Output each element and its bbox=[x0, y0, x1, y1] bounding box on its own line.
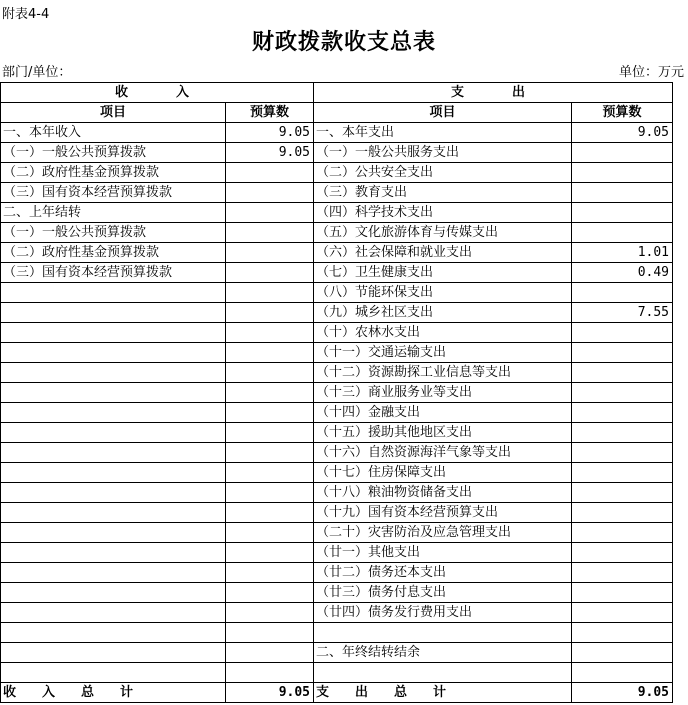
table-row bbox=[1, 623, 673, 643]
expense-value: 7.55 bbox=[572, 303, 673, 323]
income-item bbox=[1, 523, 226, 543]
expense-item: 一、本年支出 bbox=[314, 123, 572, 143]
expense-item: （九）城乡社区支出 bbox=[314, 303, 572, 323]
income-item: （三）国有资本经营预算拨款 bbox=[1, 263, 226, 283]
income-item bbox=[1, 643, 226, 663]
expense-item: （一）一般公共服务支出 bbox=[314, 143, 572, 163]
income-value bbox=[226, 423, 314, 443]
income-value: 9.05 bbox=[226, 143, 314, 163]
income-value bbox=[226, 303, 314, 323]
expense-item: （八）节能环保支出 bbox=[314, 283, 572, 303]
income-value bbox=[226, 383, 314, 403]
income-item bbox=[1, 403, 226, 423]
table-row bbox=[1, 383, 673, 403]
expense-item: （廿三）债务付息支出 bbox=[314, 583, 572, 603]
income-value bbox=[226, 243, 314, 263]
expense-value bbox=[572, 403, 673, 423]
income-value bbox=[226, 543, 314, 563]
expense-item-header: 项目 bbox=[314, 103, 572, 123]
department-label: 部门/单位： bbox=[2, 65, 72, 80]
income-value bbox=[226, 283, 314, 303]
table-row bbox=[1, 463, 673, 483]
table-row bbox=[1, 263, 673, 283]
table-row bbox=[1, 343, 673, 363]
page-title: 财政拨款收支总表 bbox=[251, 29, 436, 55]
income-value bbox=[226, 223, 314, 243]
expense-value bbox=[572, 183, 673, 203]
table-row bbox=[1, 503, 673, 523]
income-value bbox=[226, 443, 314, 463]
table-row bbox=[1, 423, 673, 443]
expense-total-label: 支出总计 bbox=[314, 683, 572, 703]
income-item-header: 项目 bbox=[1, 103, 226, 123]
income-item: （三）国有资本经营预算拨款 bbox=[1, 183, 226, 203]
expense-value: 9.05 bbox=[572, 123, 673, 143]
income-item: （一）一般公共预算拨款 bbox=[1, 223, 226, 243]
income-item bbox=[1, 343, 226, 363]
income-value bbox=[226, 263, 314, 283]
income-item bbox=[1, 563, 226, 583]
income-item bbox=[1, 363, 226, 383]
table-row bbox=[1, 203, 673, 223]
expense-value bbox=[572, 663, 673, 683]
income-item: 一、本年收入 bbox=[1, 123, 226, 143]
table-row bbox=[1, 283, 673, 303]
expense-item: （十八）粮油物资储备支出 bbox=[314, 483, 572, 503]
expense-value bbox=[572, 383, 673, 403]
expense-value bbox=[572, 323, 673, 343]
table-row bbox=[1, 603, 673, 623]
income-total-value: 9.05 bbox=[226, 683, 314, 703]
expense-budget-header: 预算数 bbox=[572, 103, 673, 123]
table-row bbox=[1, 243, 673, 263]
income-value bbox=[226, 583, 314, 603]
expense-value bbox=[572, 583, 673, 603]
table-row bbox=[1, 523, 673, 543]
income-value bbox=[226, 403, 314, 423]
income-value bbox=[226, 323, 314, 343]
expense-value bbox=[572, 543, 673, 563]
expense-value bbox=[572, 563, 673, 583]
table-row bbox=[1, 143, 673, 163]
expense-value bbox=[572, 143, 673, 163]
income-budget-header: 预算数 bbox=[226, 103, 314, 123]
income-value bbox=[226, 663, 314, 683]
expense-item: （十二）资源勘探工业信息等支出 bbox=[314, 363, 572, 383]
expense-value bbox=[572, 483, 673, 503]
expense-value bbox=[572, 223, 673, 243]
unit-label: 单位：万元 bbox=[618, 65, 684, 80]
income-value bbox=[226, 163, 314, 183]
expense-item: （廿四）债务发行费用支出 bbox=[314, 603, 572, 623]
appendix-tag: 附表4-4 bbox=[2, 7, 50, 22]
income-section-header: 收入 bbox=[1, 83, 314, 103]
expense-section-header: 支出 bbox=[314, 83, 673, 103]
expense-item: 二、年终结转结余 bbox=[314, 643, 572, 663]
expense-item: （十六）自然资源海洋气象等支出 bbox=[314, 443, 572, 463]
expense-item: （十）农林水支出 bbox=[314, 323, 572, 343]
expense-value bbox=[572, 163, 673, 183]
income-value bbox=[226, 463, 314, 483]
income-item bbox=[1, 463, 226, 483]
table-row bbox=[1, 583, 673, 603]
table-row bbox=[1, 403, 673, 423]
expense-item: （十七）住房保障支出 bbox=[314, 463, 572, 483]
income-item bbox=[1, 543, 226, 563]
income-total-label: 收入总计 bbox=[1, 683, 226, 703]
expense-value bbox=[572, 643, 673, 663]
income-item bbox=[1, 423, 226, 443]
income-item bbox=[1, 443, 226, 463]
income-item bbox=[1, 383, 226, 403]
table-row bbox=[1, 363, 673, 383]
table-row bbox=[1, 223, 673, 243]
table-row bbox=[1, 443, 673, 463]
expense-item: （廿二）债务还本支出 bbox=[314, 563, 572, 583]
income-value bbox=[226, 623, 314, 643]
income-item: （二）政府性基金预算拨款 bbox=[1, 243, 226, 263]
expense-item bbox=[314, 663, 572, 683]
income-item: （二）政府性基金预算拨款 bbox=[1, 163, 226, 183]
income-item bbox=[1, 283, 226, 303]
table-row bbox=[1, 543, 673, 563]
income-value bbox=[226, 503, 314, 523]
expense-total-value: 9.05 bbox=[572, 683, 673, 703]
table-row bbox=[1, 303, 673, 323]
table-row bbox=[1, 163, 673, 183]
expense-item: （廿一）其他支出 bbox=[314, 543, 572, 563]
expense-item: （十一）交通运输支出 bbox=[314, 343, 572, 363]
expense-value bbox=[572, 623, 673, 643]
income-item bbox=[1, 663, 226, 683]
expense-item: （十九）国有资本经营预算支出 bbox=[314, 503, 572, 523]
expense-item: （二）公共安全支出 bbox=[314, 163, 572, 183]
table-row bbox=[1, 563, 673, 583]
column-header-row bbox=[1, 103, 673, 123]
income-value bbox=[226, 363, 314, 383]
table-row bbox=[1, 183, 673, 203]
income-value bbox=[226, 183, 314, 203]
income-item bbox=[1, 483, 226, 503]
income-item bbox=[1, 503, 226, 523]
expense-item: （六）社会保障和就业支出 bbox=[314, 243, 572, 263]
expense-item: （四）科学技术支出 bbox=[314, 203, 572, 223]
income-item bbox=[1, 623, 226, 643]
budget-table bbox=[0, 82, 673, 703]
expense-value bbox=[572, 503, 673, 523]
expense-value bbox=[572, 443, 673, 463]
table-row bbox=[1, 123, 673, 143]
expense-item: （十四）金融支出 bbox=[314, 403, 572, 423]
expense-item: （二十）灾害防治及应急管理支出 bbox=[314, 523, 572, 543]
table-row bbox=[1, 663, 673, 683]
income-item bbox=[1, 603, 226, 623]
income-item bbox=[1, 583, 226, 603]
income-item bbox=[1, 303, 226, 323]
expense-value bbox=[572, 363, 673, 383]
expense-value bbox=[572, 203, 673, 223]
income-value bbox=[226, 203, 314, 223]
table-row bbox=[1, 483, 673, 503]
table-row bbox=[1, 643, 673, 663]
expense-value bbox=[572, 343, 673, 363]
totals-row bbox=[1, 683, 673, 703]
expense-value bbox=[572, 423, 673, 443]
expense-item: （七）卫生健康支出 bbox=[314, 263, 572, 283]
income-value bbox=[226, 643, 314, 663]
expense-item: （十三）商业服务业等支出 bbox=[314, 383, 572, 403]
income-value bbox=[226, 603, 314, 623]
expense-item: （五）文化旅游体育与传媒支出 bbox=[314, 223, 572, 243]
expense-value bbox=[572, 463, 673, 483]
income-value bbox=[226, 343, 314, 363]
expense-item: （三）教育支出 bbox=[314, 183, 572, 203]
expense-value bbox=[572, 283, 673, 303]
income-value bbox=[226, 523, 314, 543]
income-value bbox=[226, 563, 314, 583]
income-item: （一）一般公共预算拨款 bbox=[1, 143, 226, 163]
expense-value: 1.01 bbox=[572, 243, 673, 263]
expense-item bbox=[314, 623, 572, 643]
income-value: 9.05 bbox=[226, 123, 314, 143]
income-item: 二、上年结转 bbox=[1, 203, 226, 223]
expense-value: 0.49 bbox=[572, 263, 673, 283]
section-header-row bbox=[1, 83, 673, 103]
income-item bbox=[1, 323, 226, 343]
income-value bbox=[226, 483, 314, 503]
expense-item: （十五）援助其他地区支出 bbox=[314, 423, 572, 443]
table-row bbox=[1, 323, 673, 343]
expense-value bbox=[572, 523, 673, 543]
expense-value bbox=[572, 603, 673, 623]
